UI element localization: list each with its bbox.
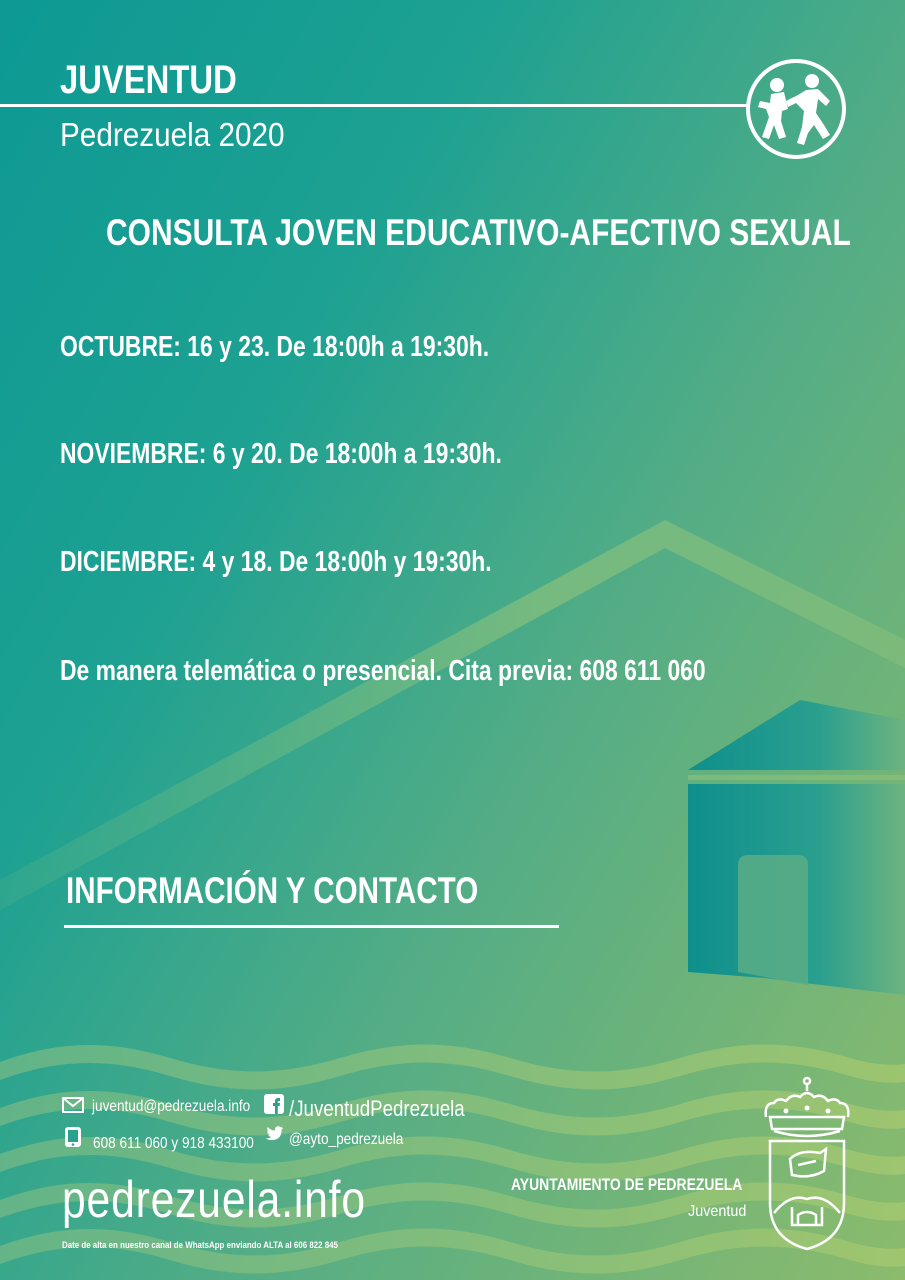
org-dept: Juventud (688, 1203, 747, 1220)
facebook-link[interactable]: /JuventudPedrezuela (289, 1096, 465, 1121)
header-divider (0, 104, 748, 107)
email-link[interactable]: juventud@pedrezuela.info (92, 1098, 251, 1115)
schedule-october: OCTUBRE: 16 y 23. De 18:00h a 19:30h. (60, 331, 490, 363)
twitter-link[interactable]: @ayto_pedrezuela (289, 1131, 404, 1148)
envelope-icon (62, 1097, 84, 1113)
info-divider (64, 925, 559, 928)
header-title: JUVENTUD (60, 58, 237, 102)
schedule-december: DICIEMBRE: 4 y 18. De 18:00h y 19:30h. (60, 546, 492, 578)
main-heading: CONSULTA JOVEN EDUCATIVO-AFECTIVO SEXUAL (106, 212, 851, 253)
org-name: AYUNTAMIENTO DE PEDREZUELA (511, 1175, 743, 1194)
header-subtitle: Pedrezuela 2020 (60, 116, 285, 153)
coat-of-arms-icon (760, 1075, 855, 1253)
jumping-people-logo-icon (744, 57, 848, 161)
phone-numbers: 608 611 060 y 918 433100 (93, 1135, 254, 1152)
website-link[interactable]: pedrezuela.info (62, 1171, 366, 1229)
appointment-note: De manera telemática o presencial. Cita previa: 608 611 060 (60, 655, 706, 687)
phone-icon (64, 1126, 82, 1148)
schedule-november: NOVIEMBRE: 6 y 20. De 18:00h a 19:30h. (60, 438, 502, 470)
info-heading: INFORMACIÓN Y CONTACTO (66, 870, 479, 911)
house-shape (688, 700, 905, 995)
twitter-icon (264, 1125, 284, 1143)
facebook-icon (264, 1094, 284, 1114)
whatsapp-note: Date de alta en nuestro canal de WhatsApp enviando ALTA al 606 822 845 (62, 1240, 338, 1250)
